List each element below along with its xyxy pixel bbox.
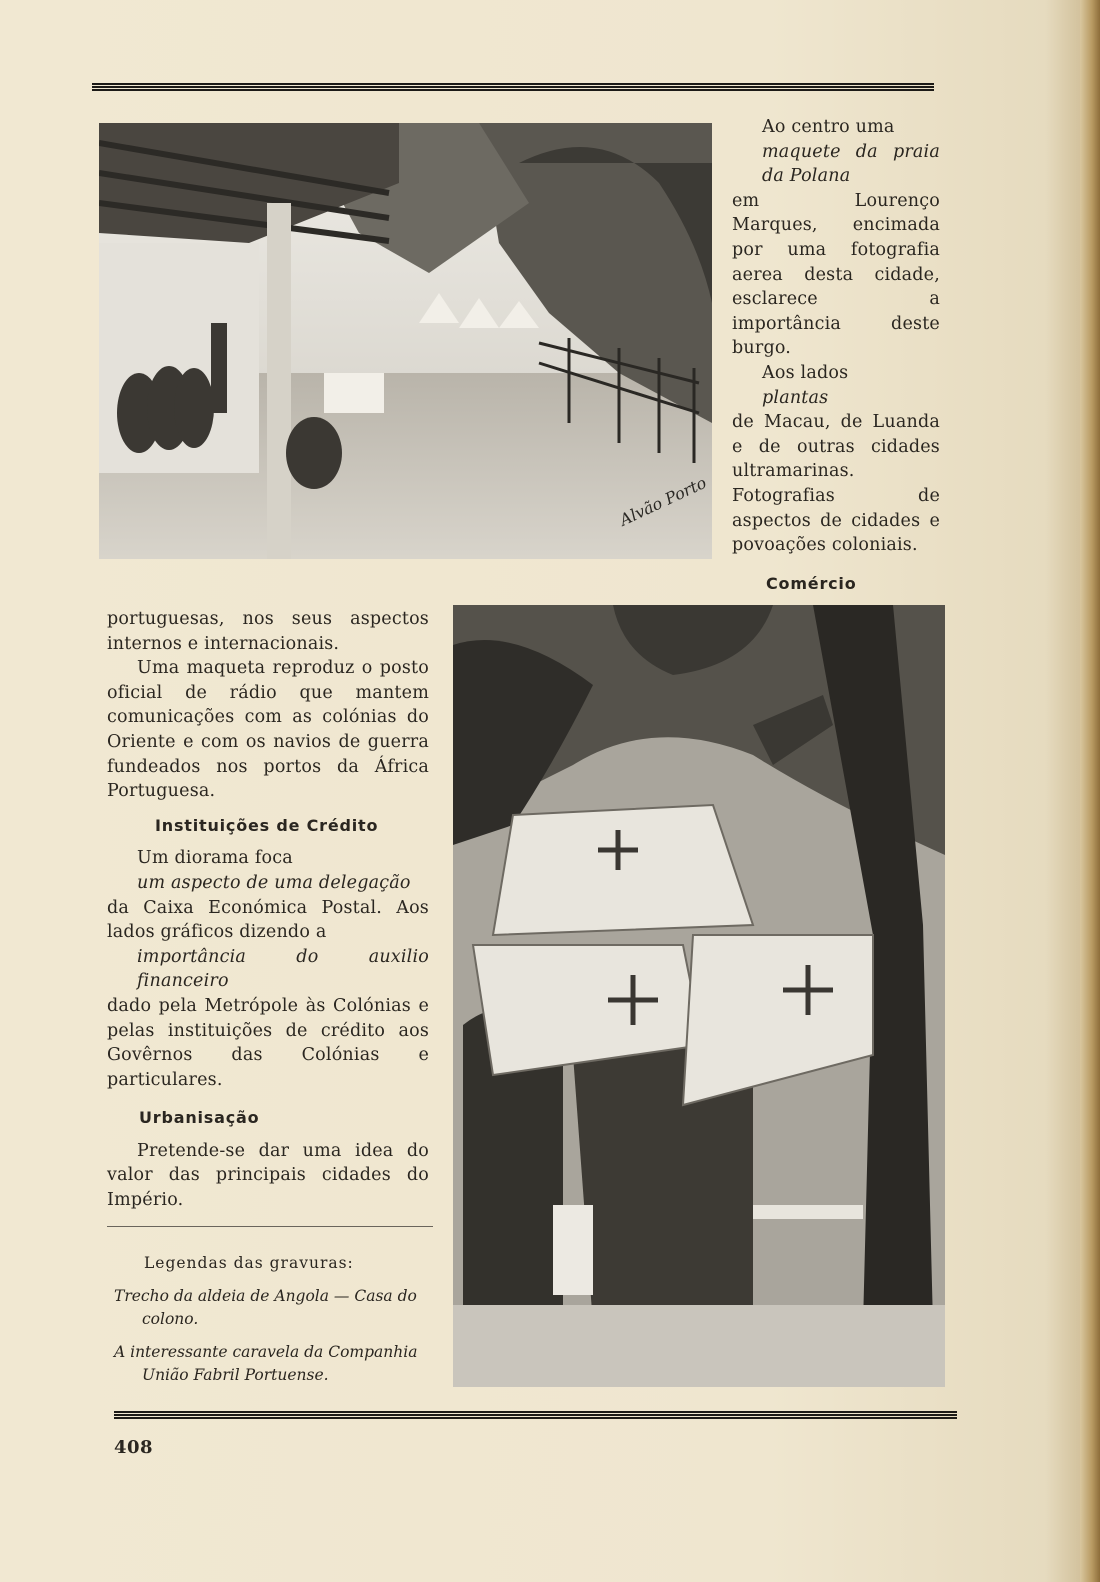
left-column [107, 607, 429, 1213]
captions-block [114, 1252, 436, 1397]
captions-title: Legendas das gravuras: [144, 1254, 354, 1272]
comercio-para2: Uma maqueta reproduz o posto oficial de rádio que mantem comunicações com as colónias do Oriente e com os navios de guerra fundeados nos portos da África Portuguesa. [107, 658, 429, 802]
credito-text1: da Caixa Económica Postal. Aos lados gráficos dizendo a [107, 897, 429, 943]
page-number: 408 [114, 1437, 154, 1458]
intro-italic2: plantas [762, 387, 829, 408]
intro-text2: de Macau, de Luanda e de outras cidades ultramarinas. Fotografias de aspectos de cidades e povoações coloniais. [732, 412, 940, 556]
intro-italic1: maquete da praia da Polana [762, 141, 940, 187]
intro-text1: em Lourenço Marques, encimada por uma fotografia aerea desta cidade, esclarece a importância deste burgo. [732, 190, 940, 359]
caption-item: A interessante caravela da Companhia União Fabril Portuense. [114, 1343, 418, 1384]
comercio-text-cont: portuguesas, nos seus aspectos internos e internacionais. [107, 609, 429, 654]
photo-signature: Alvão Porto [616, 472, 710, 530]
book-spine [1080, 0, 1100, 1582]
intro-column [732, 115, 940, 629]
top-rule [92, 83, 934, 91]
photo-caravel [453, 605, 945, 1387]
intro-line2: Aos lados [762, 362, 849, 383]
credito-italic2: importância do auxilio financeiro [137, 946, 429, 992]
credito-text2: dado pela Metrópole às Colónias e pelas instituições de crédito aos Govêrnos das Colónias e particulares. [107, 995, 429, 1090]
credito-line1: Um diorama foca [137, 848, 293, 869]
bottom-rule [114, 1411, 957, 1419]
heading-comercio: Comércio [766, 573, 857, 593]
caption-separator [107, 1226, 433, 1227]
credito-italic1: um aspecto de uma delegação [137, 872, 411, 893]
heading-urbanisacao: Urbanisação [139, 1108, 260, 1128]
caption-item: Trecho da aldeia de Angola — Casa do colono. [114, 1287, 417, 1328]
photo-angola-village [99, 123, 712, 559]
intro-line1: Ao centro uma [762, 117, 895, 137]
urbanisacao-text: Pretende-se dar uma idea do valor das principais cidades do Império. [107, 1140, 429, 1211]
heading-credito: Instituições de Crédito [155, 815, 379, 835]
